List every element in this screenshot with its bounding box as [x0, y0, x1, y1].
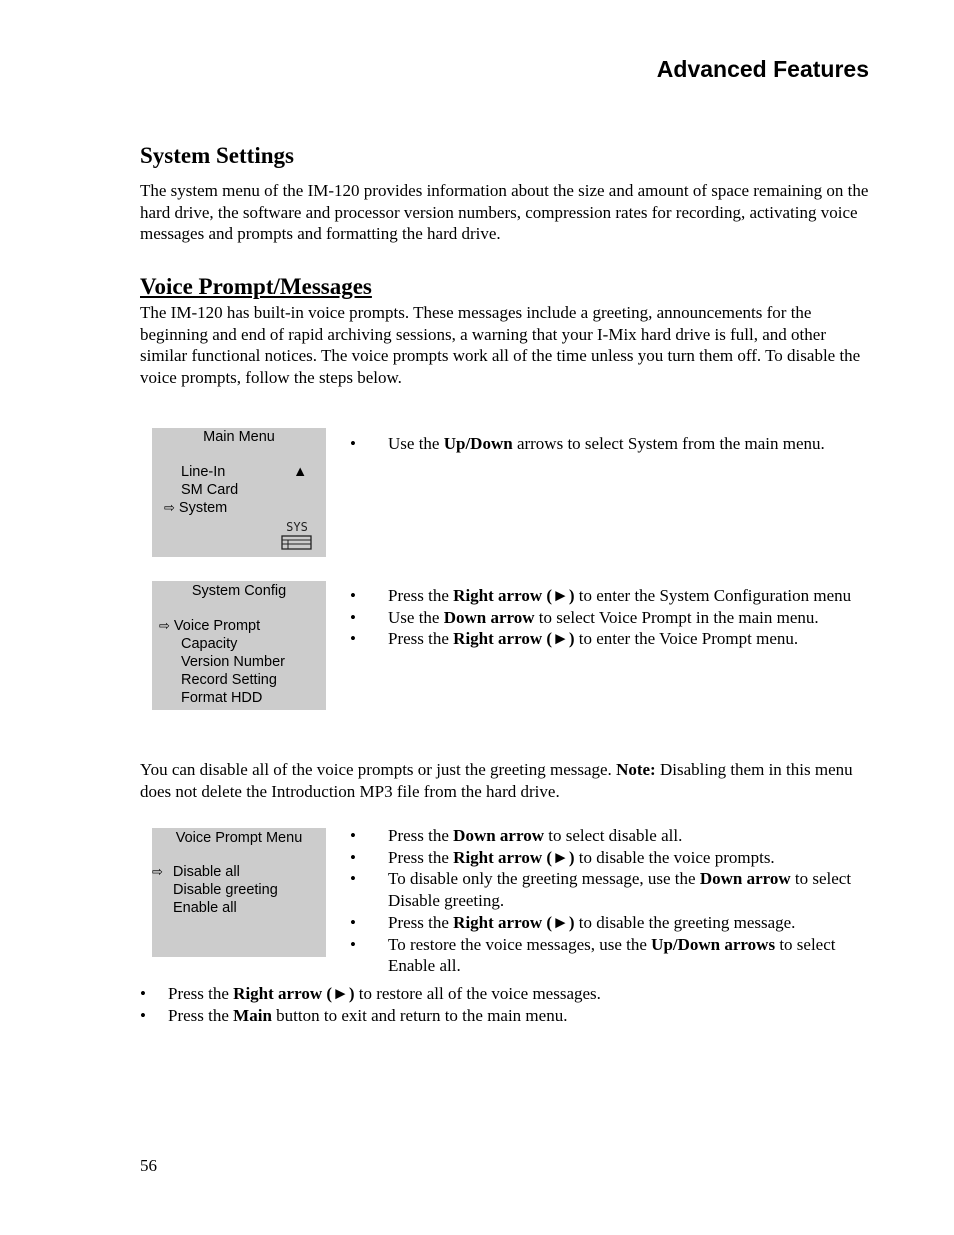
menu-item-enable-all: Enable all	[173, 900, 237, 916]
note-paragraph: You can disable all of the voice prompts or just the greeting message. Note: Disabling them in this menu does not delete the Introduction MP3 file from the hard drive.	[140, 760, 853, 801]
screen-title: Voice Prompt Menu	[175, 830, 303, 846]
page-number: 56	[140, 1156, 157, 1175]
list-item: • Press the Main button to exit and return to the main menu.	[140, 1005, 880, 1027]
menu-item-format-hdd: Format HDD	[181, 690, 263, 706]
system-config-screen	[152, 581, 326, 710]
menu-item-sm-card: SM Card	[181, 482, 239, 498]
menu-item-disable-all: ⇨ Disable all	[152, 864, 240, 880]
system-settings-heading: System Settings	[140, 143, 294, 168]
screen-title: Main Menu	[203, 429, 275, 445]
menu-item-line-in: Line-In	[181, 464, 226, 480]
selection-arrow-icon: ⇨	[159, 618, 170, 633]
list-item: • Press the Right arrow (►) to disable the voice prompts.	[350, 847, 860, 869]
list-item: • To disable only the greeting message, use the Down arrow to select Disable greeting.	[350, 868, 860, 911]
steps-list-2	[350, 585, 880, 650]
steps-list-1	[350, 433, 880, 455]
selection-arrow-icon: ⇨	[164, 500, 175, 515]
steps-list-3	[350, 825, 860, 977]
system-settings-paragraph: The system menu of the IM-120 provides information about the size and amount of space remaining on the hard drive, the software and processor version numbers, compression rates for recording, activating voice messages and prompts and formatting the hard drive.	[140, 181, 869, 244]
list-item: • Press the Right arrow (►) to enter the Voice Prompt menu.	[350, 628, 880, 650]
list-item: • Use the Up/Down arrows to select System from the main menu.	[350, 433, 880, 455]
voice-prompt-paragraph: The IM-120 has built-in voice prompts. These messages include a greeting, announcements for the beginning and end of rapid archiving sessions, a warning that your I-Mix hard drive is full, and other similar functional notices. The voice prompts work all of the time unless you turn them off. To disable the voice prompts, follow the steps below.	[140, 303, 861, 388]
voice-prompt-menu-screen	[152, 828, 326, 957]
main-menu-screen	[152, 428, 326, 557]
menu-item-capacity: Capacity	[181, 636, 238, 652]
steps-list-4	[140, 983, 880, 1026]
system-hdd-icon	[280, 518, 314, 552]
menu-item-voice-prompt: ⇨ Voice Prompt	[159, 618, 261, 634]
menu-item-version-number: Version Number	[181, 654, 285, 670]
system-icon-label: SYS	[286, 520, 308, 534]
voice-prompt-heading: Voice Prompt/Messages	[140, 274, 372, 299]
list-item: • To restore the voice messages, use the Up/Down arrows to select Enable all.	[350, 934, 860, 977]
list-item: • Press the Right arrow (►) to enter the System Configuration menu	[350, 585, 880, 607]
scroll-up-icon: ▲	[293, 464, 308, 480]
screen-title: System Config	[191, 583, 287, 599]
selection-arrow-icon: ⇨	[152, 864, 163, 879]
menu-item-record-setting: Record Setting	[181, 672, 277, 688]
menu-item-disable-greeting: Disable greeting	[173, 882, 278, 898]
list-item: • Press the Right arrow (►) to restore all of the voice messages.	[140, 983, 880, 1005]
list-item: • Press the Right arrow (►) to disable the greeting message.	[350, 912, 860, 934]
menu-item-system: ⇨ System	[164, 500, 228, 516]
page-header-title: Advanced Features	[656, 56, 869, 82]
list-item: • Press the Down arrow to select disable all.	[350, 825, 860, 847]
list-item: • Use the Down arrow to select Voice Prompt in the main menu.	[350, 607, 880, 629]
